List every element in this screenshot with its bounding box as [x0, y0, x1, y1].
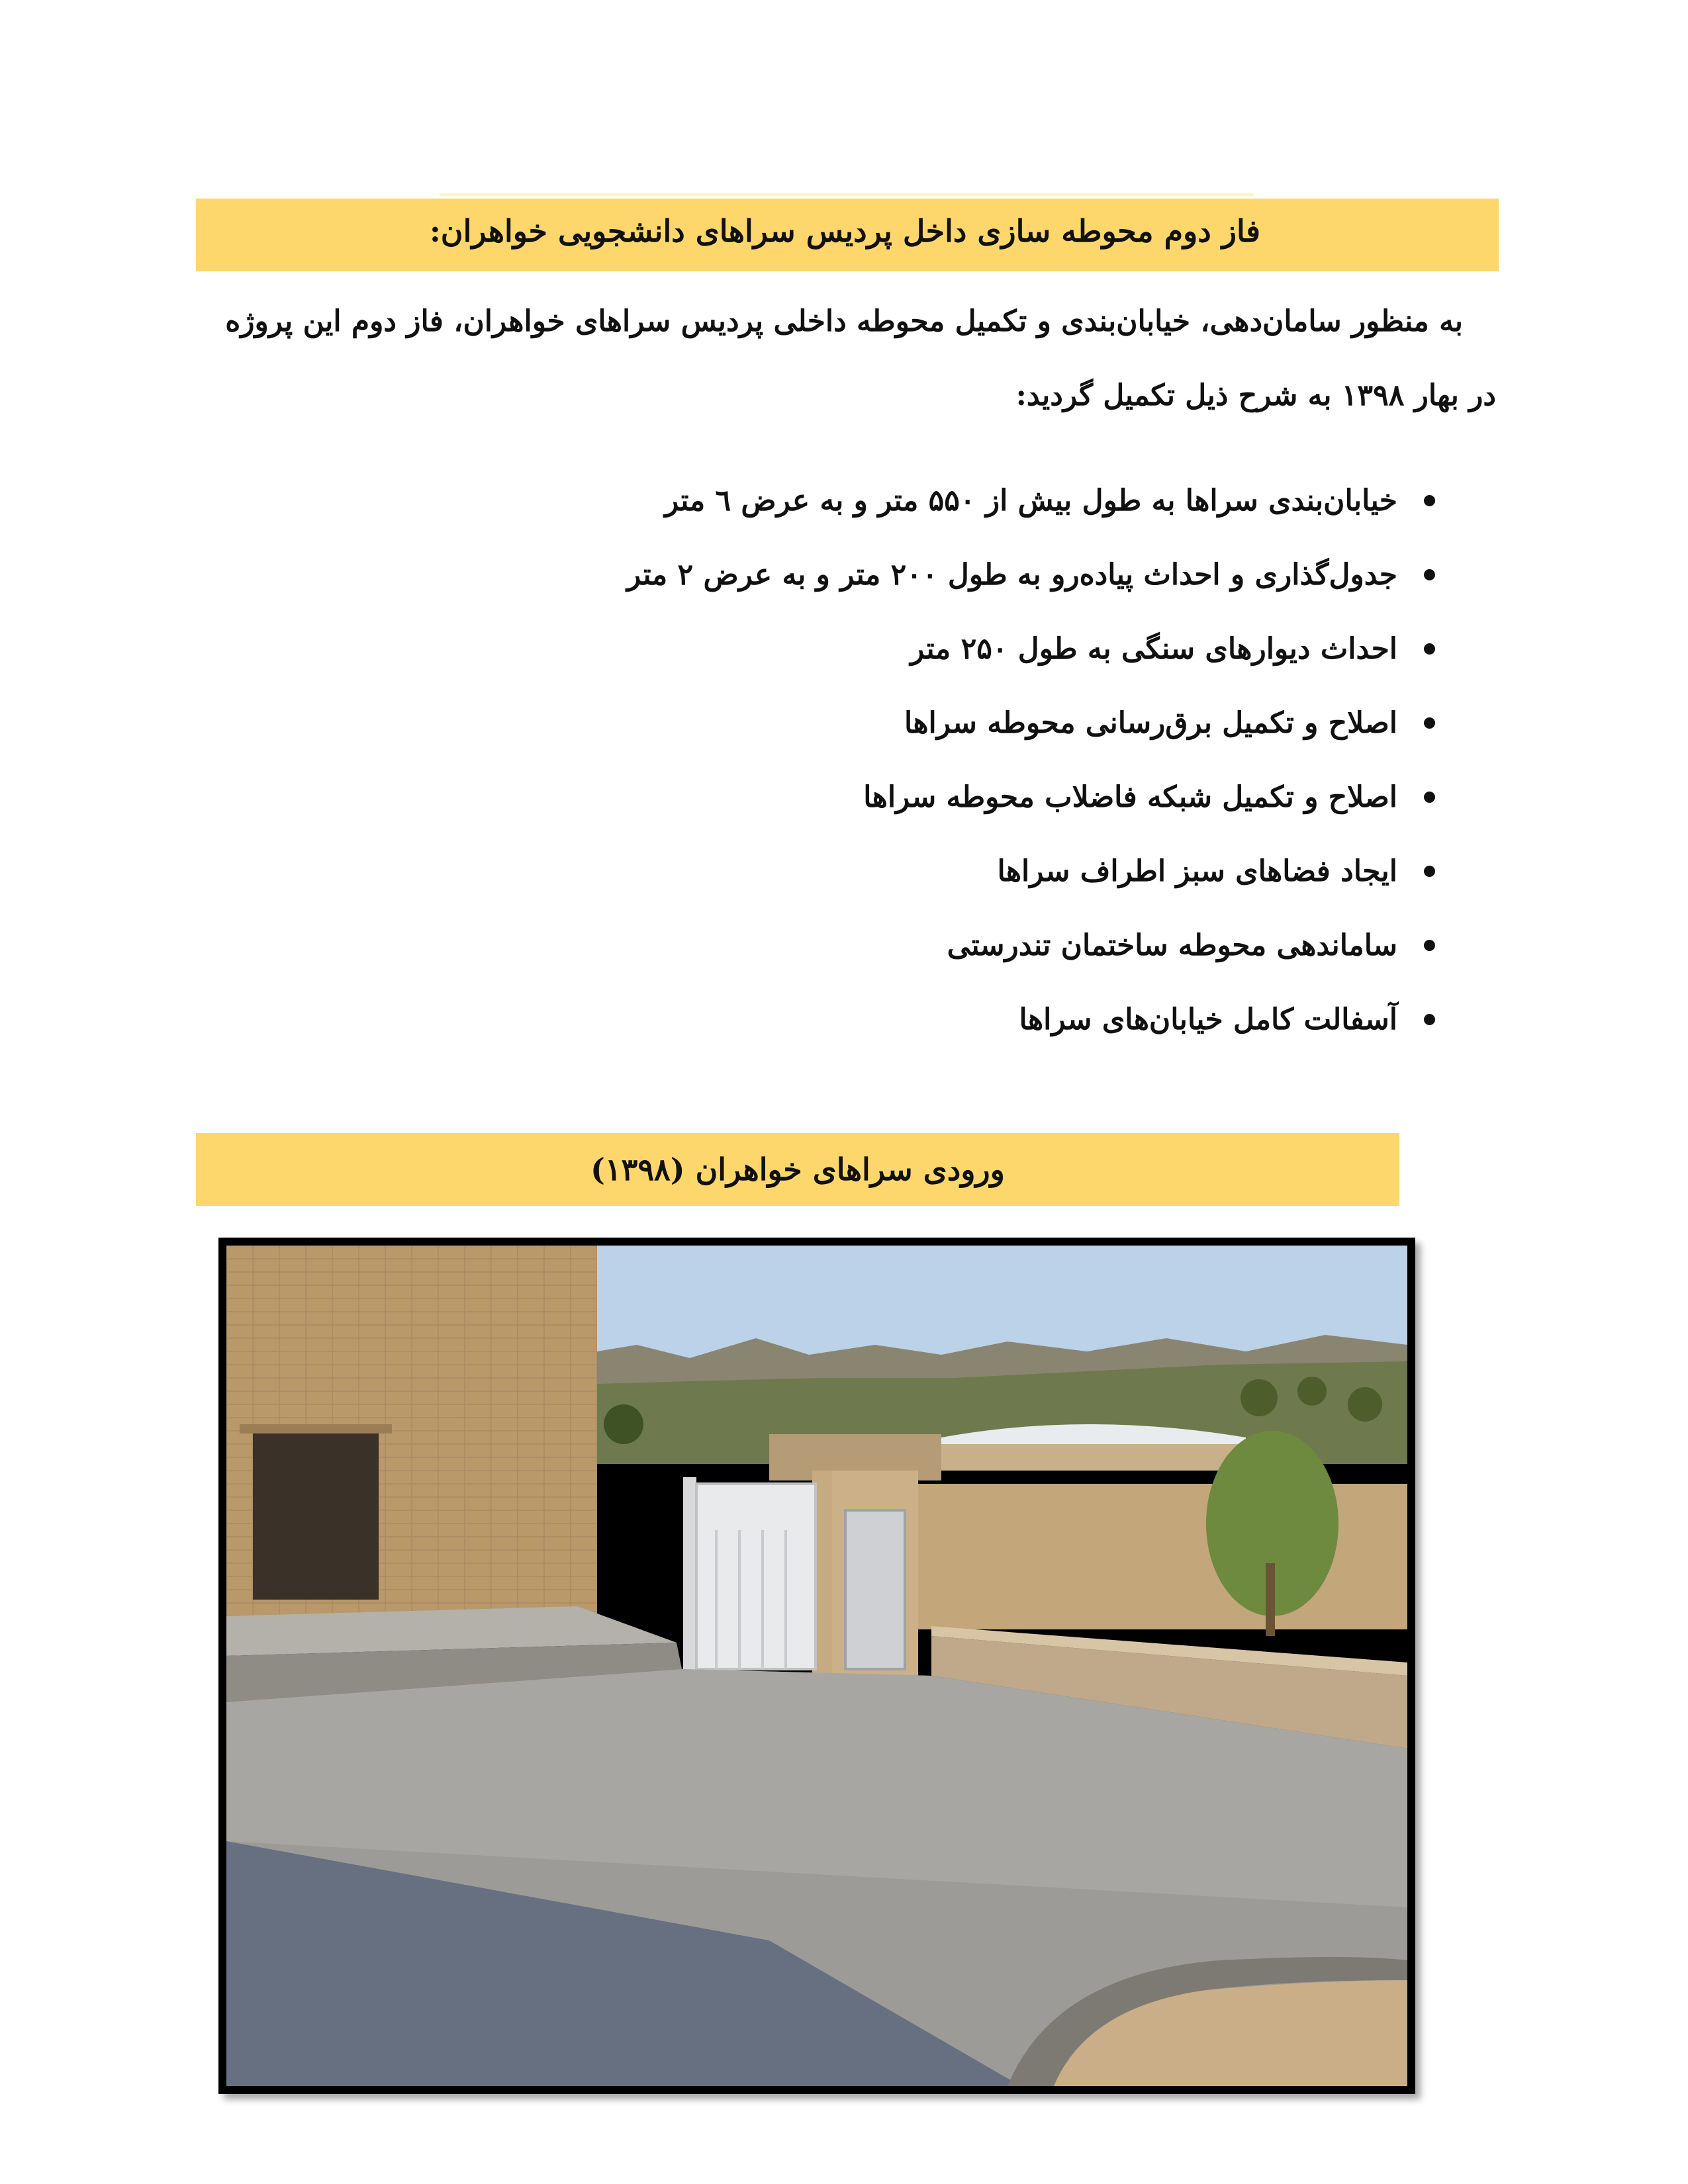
list-item: احداث دیوارهای سنگی به طول ۲۵۰ متر	[627, 612, 1435, 686]
list-item: اصلاح و تکمیل برق‌رسانی محوطه سراها	[627, 686, 1435, 760]
bullet-icon	[1424, 866, 1435, 877]
intro-line-2: در بهار ۱۳۹۸ به شرح ذیل تکمیل گردید:	[1015, 379, 1496, 412]
list-item: ساماندهی محوطه ساختمان تندرستی	[627, 908, 1435, 982]
entrance-photo	[226, 1246, 1407, 2086]
section-heading: فاز دوم محوطه سازی داخل پردیس سراهای دانشجویی خواهران:	[429, 213, 1260, 249]
list-item: جدول‌گذاری و احداث پیاده‌رو به طول ۲۰۰ متر و به عرض ۲ متر	[627, 537, 1435, 612]
bullet-icon	[1424, 569, 1435, 580]
list-item: خیابان‌بندی سراها به طول بیش از ۵۵۰ متر و به عرض ٦ متر	[627, 463, 1435, 537]
entrance-photo-frame	[218, 1238, 1415, 2094]
list-item: اصلاح و تکمیل شبکه فاضلاب محوطه سراها	[627, 760, 1435, 834]
intro-line-1: به منظور سامان‌دهی، خیابان‌بندی و تکمیل محوطه داخلی پردیس سراهای خواهران، فاز دوم این پروژه	[225, 304, 1463, 338]
work-items-list	[627, 463, 1435, 1056]
list-item: آسفالت کامل خیابان‌های سراها	[627, 982, 1435, 1056]
photo-caption-banner	[196, 1133, 1399, 1206]
bullet-icon	[1424, 717, 1435, 729]
bullet-icon	[1424, 1014, 1435, 1025]
photo-caption: ورودی سراهای خواهران (۱۳۹۸)	[590, 1152, 1005, 1187]
bullet-icon	[1424, 940, 1435, 951]
bullet-icon	[1424, 643, 1435, 655]
heading-top-rule	[440, 193, 1254, 196]
section-heading-banner	[196, 199, 1499, 271]
bullet-icon	[1424, 495, 1435, 506]
bullet-icon	[1424, 792, 1435, 803]
list-item: ایجاد فضاهای سبز اطراف سراها	[627, 834, 1435, 908]
